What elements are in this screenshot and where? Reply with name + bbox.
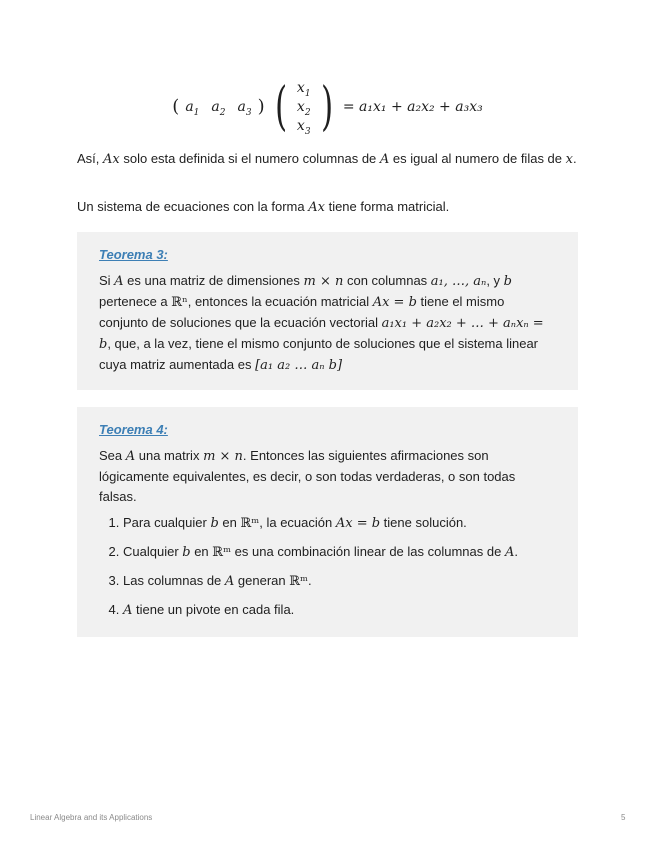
theorem-4-box (77, 407, 578, 637)
column-vector (297, 79, 311, 136)
row-entry: $a_1$ (185, 99, 200, 118)
row-left-paren: ( (172, 96, 180, 117)
row-entry: $a_2$ (211, 99, 226, 118)
theorem-3-body: Si A es una matriz de dimensiones m × n con columnas a₁, …, aₙ, y b pertenece a ℝⁿ, entonces la ecuación matricial Ax = b tiene el mismo conjunto de soluciones que la ecuación vectorial a₁x₁ + a₂x₂ + … + aₙxₙ = b, que, a la vez, tiene el mismo conjunto de soluciones que el sistema linear cuya matriz aumentada es [a₁ a₂ … aₙ b] (99, 273, 544, 373)
theorem-3-box (77, 232, 578, 390)
col-entry: $x_3$ (296, 117, 311, 137)
footer-book-title: Linear Algebra and its Applications (30, 813, 153, 822)
matrix-vector-equation (0, 76, 655, 138)
theorem-4-body: Sea A una matrix m × n. Entonces las siguientes afirmaciones son lógicamente equivalentes, es decir, o son todas verdaderas, o son todas falsas. (99, 448, 516, 504)
list-item: 1. Para cualquier b en ℝᵐ, la ecuación Ax = b tiene solución. (123, 513, 556, 534)
row-right-paren: ) (257, 96, 265, 117)
intro-paragraph-1: Así, Ax solo esta definida si el numero columnas de A es igual al numero de filas de x. (77, 151, 577, 167)
theorem-4-title: Teorema 4: (99, 422, 168, 437)
intro-paragraph-2: Un sistema de ecuaciones con la forma Ax tiene forma matricial. (77, 199, 450, 215)
equation-rhs: = a₁x₁ + a₂x₂ + a₃x₃ (342, 99, 483, 115)
list-item: 2. Cualquier b en ℝᵐ es una combinación linear de las columnas de A. (123, 542, 556, 563)
col-entry: $x_2$ (296, 98, 311, 118)
row-vector (185, 97, 251, 117)
theorem-3-title: Teorema 3: (99, 247, 168, 262)
theorem-4-list (99, 513, 556, 621)
row-entry: $a_3$ (237, 99, 252, 118)
col-entry: $x_1$ (296, 79, 311, 99)
col-right-paren: ) (320, 77, 333, 137)
col-left-paren: ( (274, 77, 287, 137)
footer-page-number: 5 (621, 813, 626, 822)
list-item: 4. A tiene un pivote en cada fila. (123, 600, 556, 621)
list-item: 3. Las columnas de A generan ℝᵐ. (123, 571, 556, 592)
